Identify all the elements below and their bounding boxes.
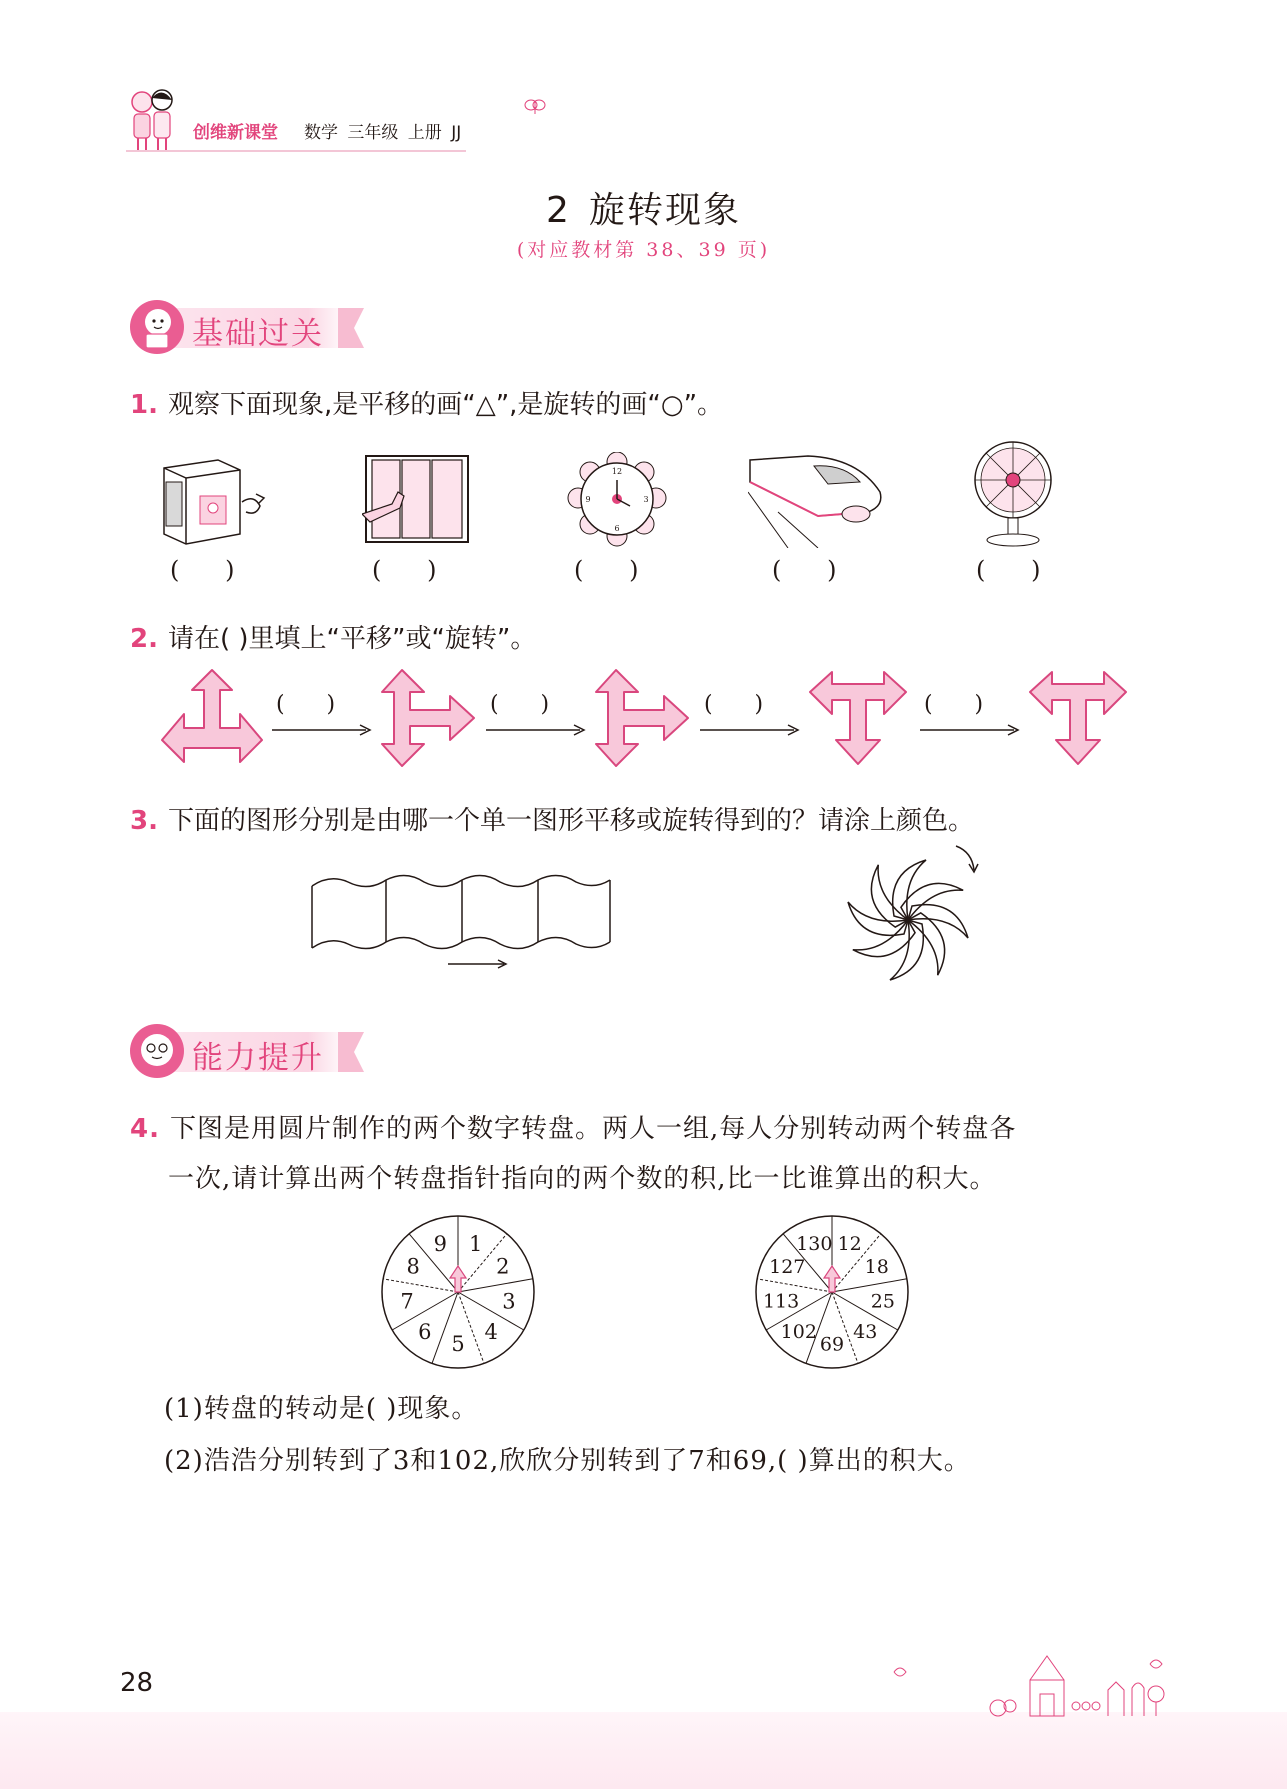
section-title-advanced: 能力提升 (192, 1040, 324, 1076)
answer-blank-1[interactable]: ( ) (170, 556, 235, 584)
question-number: 1. (130, 390, 158, 420)
section-title-basic: 基础过关 (192, 316, 324, 352)
svg-text:3: 3 (643, 495, 649, 504)
question-number: 3. (130, 806, 158, 836)
wheel-number: 9 (433, 1231, 448, 1256)
q2-blank-2[interactable]: ( ) (490, 692, 550, 717)
banner-ribbon-icon (338, 1032, 364, 1072)
right-arrow-icon (272, 724, 372, 736)
wheel-number: 69 (819, 1333, 845, 1356)
lesson-title: 旋转现象 (588, 190, 741, 231)
bullet-train-icon (748, 452, 888, 548)
right-arrow-icon (700, 724, 800, 736)
arrow-shape-2 (380, 668, 476, 768)
pinwheel-figure (836, 842, 986, 992)
electric-fan-icon (968, 440, 1058, 548)
butterfly-icon (524, 98, 546, 116)
wheel-number: 43 (853, 1321, 878, 1344)
section-banner-basic (128, 298, 368, 356)
answer-blank-3[interactable]: ( ) (574, 556, 639, 584)
question-1 (130, 384, 723, 421)
wheel-number: 2 (496, 1254, 510, 1279)
wheel-number: 8 (406, 1254, 420, 1279)
wheel-number: 102 (780, 1321, 817, 1344)
wheel-number: 127 (769, 1255, 806, 1278)
question-number: 4. (130, 1114, 160, 1144)
question-3 (130, 800, 974, 837)
answer-blank-4[interactable]: ( ) (772, 556, 837, 584)
wheel-number: 3 (502, 1289, 516, 1314)
castle-decoration-icon (880, 1650, 1170, 1720)
question-4 (130, 1108, 1016, 1145)
answer-blank-2[interactable]: ( ) (372, 556, 437, 584)
q2-blank-4[interactable]: ( ) (924, 692, 984, 717)
question-text: 请在( )里填上“平移”或“旋转”。 (167, 624, 537, 654)
arrow-shape-3 (594, 668, 690, 768)
brand-name: 创维新课堂 (193, 123, 278, 143)
question-text: 观察下面现象,是平移的画“△”,是旋转的画“○”。 (167, 390, 724, 420)
section-banner-advanced (128, 1022, 368, 1080)
q2-blank-1[interactable]: ( ) (276, 692, 336, 717)
question-text-line1: 下图是用圆片制作的两个数字转盘。两人一组,每人分别转动两个转盘各 (169, 1114, 1017, 1144)
svg-text:9: 9 (585, 495, 591, 504)
question-text: 下面的图形分别是由哪一个单一图形平移或旋转得到的？请涂上颜色。 (167, 806, 974, 836)
q2-blank-3[interactable]: ( ) (704, 692, 764, 717)
book-info: 数学 三年级 上册 JJ (304, 123, 462, 143)
question-4-part-2: (2)浩浩分别转到了3和102,欣欣分别转到了7和69,( )算出的积大。 (164, 1446, 971, 1476)
question-2 (130, 618, 536, 655)
thinking-boy-icon (128, 1022, 186, 1080)
arrow-shape-1 (160, 668, 264, 764)
wavy-band-figure (308, 872, 614, 978)
wheel-number: 6 (418, 1319, 432, 1344)
question-number: 2. (130, 624, 158, 654)
sliding-window-icon (362, 452, 472, 548)
question-4-line2: 一次,请计算出两个转盘指针指向的两个数的积,比一比谁算出的积大。 (168, 1164, 997, 1194)
wheel-number: 12 (837, 1233, 862, 1256)
kids-mascot-icon (126, 88, 178, 152)
arrow-shape-4 (808, 670, 908, 766)
svg-text:12: 12 (611, 467, 623, 476)
textbook-reference: (对应教材第 38、39 页) (516, 239, 771, 261)
page-title (0, 182, 1287, 233)
arrow-shape-5 (1028, 670, 1128, 766)
wheel-number: 4 (484, 1319, 498, 1344)
number-wheel-1 (378, 1212, 538, 1372)
wheel-number: 113 (762, 1290, 800, 1313)
right-arrow-icon (920, 724, 1020, 736)
wheel-number: 7 (400, 1289, 414, 1314)
wheel-number: 5 (451, 1332, 465, 1357)
number-wheel-2 (752, 1212, 912, 1372)
reading-girl-icon (128, 298, 186, 356)
right-arrow-icon (486, 724, 586, 736)
answer-blank-5[interactable]: ( ) (976, 556, 1041, 584)
svg-text:6: 6 (614, 524, 620, 533)
footer-band (0, 1712, 1287, 1789)
wheel-number: 1 (468, 1231, 483, 1256)
wheel-number: 25 (870, 1290, 895, 1313)
pencil-sharpener-icon (160, 452, 280, 548)
header-divider (126, 150, 466, 152)
wheel-number: 130 (796, 1233, 833, 1256)
banner-ribbon-icon (338, 308, 364, 348)
lesson-number: 2 (546, 190, 571, 231)
flower-clock-icon (564, 452, 670, 548)
page-number: 28 (120, 1668, 154, 1698)
question-4-part-1: (1)转盘的转动是( )现象。 (164, 1394, 479, 1424)
wheel-number: 18 (864, 1255, 889, 1278)
